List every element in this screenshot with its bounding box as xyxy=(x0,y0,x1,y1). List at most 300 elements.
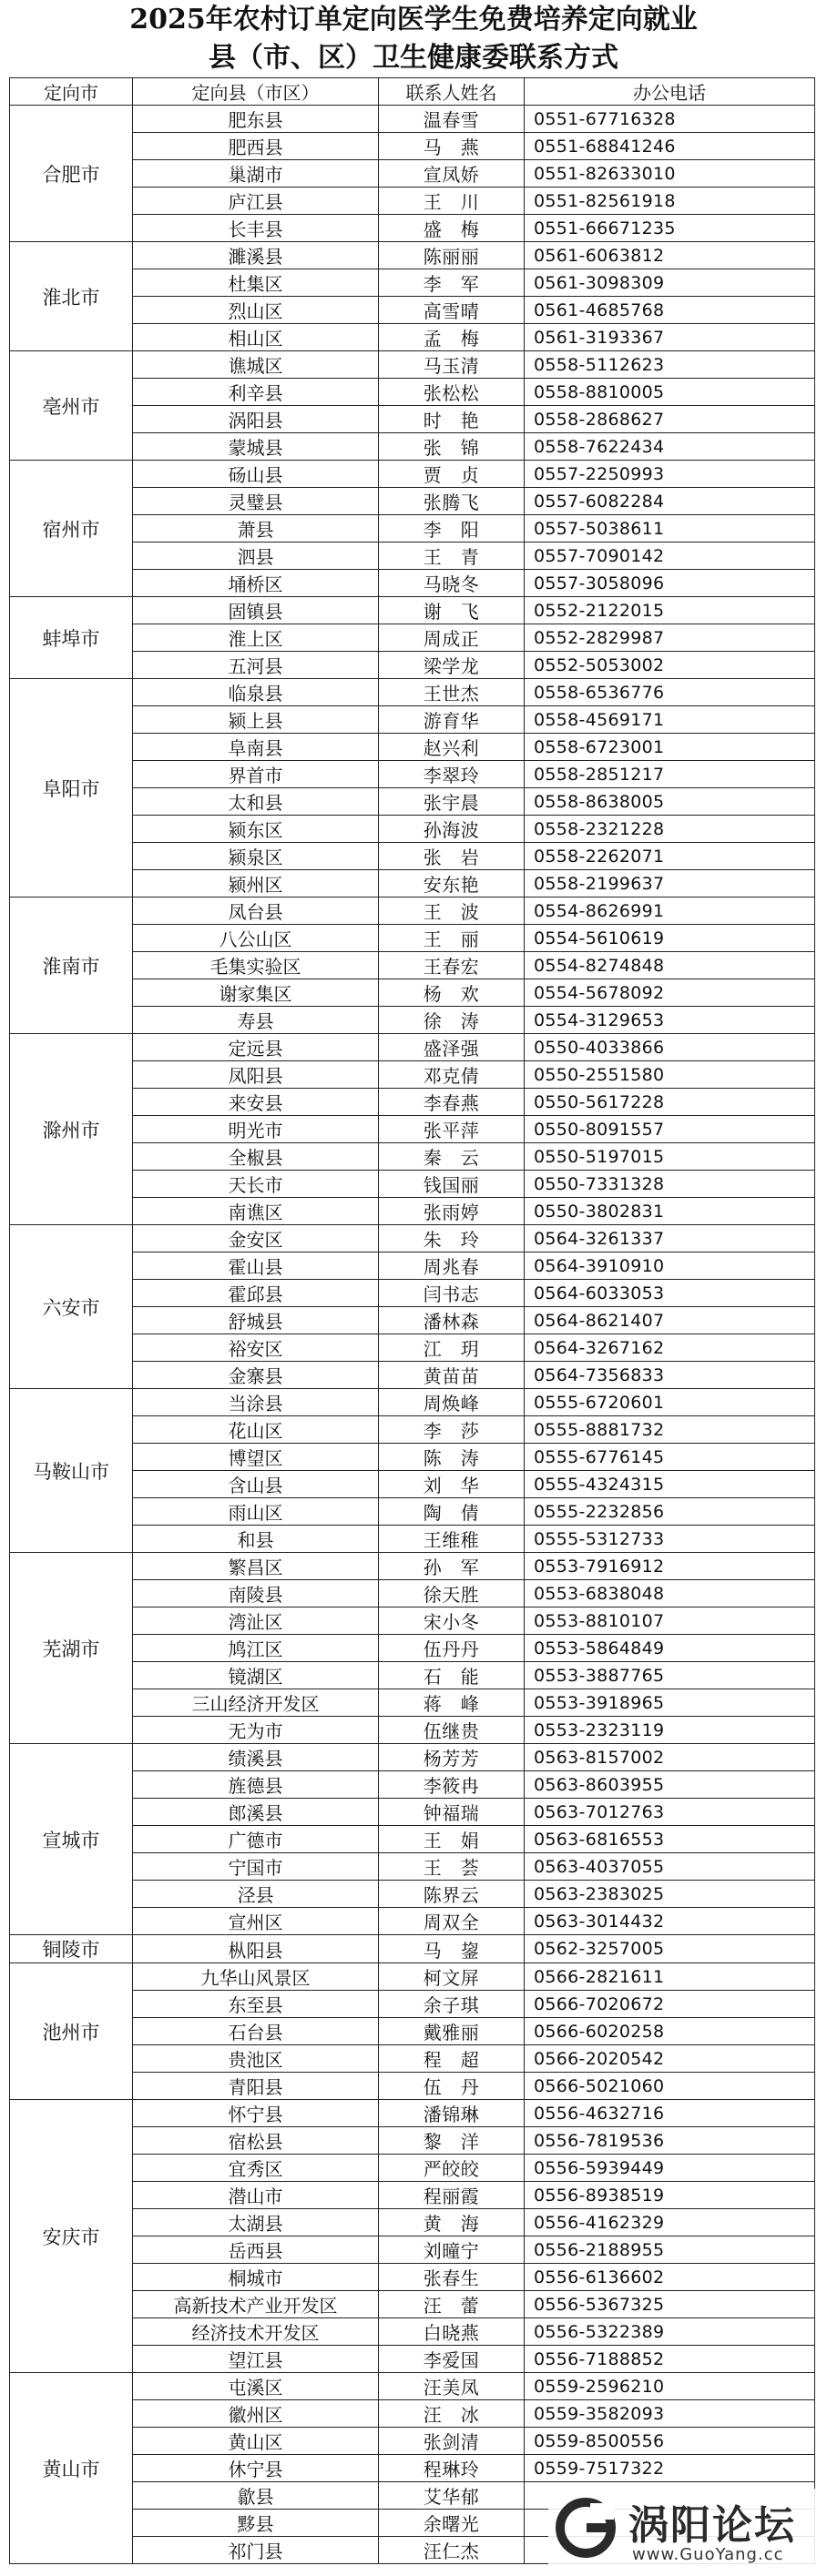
table-row xyxy=(10,1744,815,1771)
city-cell: 淮北市 xyxy=(10,242,133,351)
city-cell: 阜阳市 xyxy=(10,679,133,898)
contact-cell: 陶 倩 xyxy=(379,1498,525,1526)
city-cell: 宿州市 xyxy=(10,461,133,597)
contact-cell: 温春雪 xyxy=(379,106,525,133)
contact-cell: 汪 冰 xyxy=(379,2400,525,2428)
phone-cell: 0563-8603955 xyxy=(525,1771,815,1799)
contact-cell: 周兆春 xyxy=(379,1253,525,1280)
phone-cell: 0559-7517322 xyxy=(525,2455,815,2482)
county-cell: 定远县 xyxy=(133,1034,379,1061)
table-row xyxy=(10,898,815,925)
watermark-title: 涡阳论坛 xyxy=(628,2502,796,2549)
contact-cell: 张 锦 xyxy=(379,433,525,461)
contact-cell: 柯文屏 xyxy=(379,1963,525,1991)
county-cell: 宁国市 xyxy=(133,1853,379,1881)
table-row xyxy=(10,461,815,488)
county-cell: 岳西县 xyxy=(133,2236,379,2264)
phone-cell: 0551-82633010 xyxy=(525,160,815,188)
contact-cell: 杨芳芳 xyxy=(379,1744,525,1771)
county-cell: 太湖县 xyxy=(133,2209,379,2236)
phone-cell: 0556-5322389 xyxy=(525,2318,815,2346)
phone-cell: 0557-2250993 xyxy=(525,461,815,488)
contact-cell: 黄苗苗 xyxy=(379,1362,525,1389)
county-cell: 旌德县 xyxy=(133,1771,379,1799)
contact-cell: 游育华 xyxy=(379,706,525,734)
contact-cell: 石 能 xyxy=(379,1662,525,1689)
city-cell: 淮南市 xyxy=(10,898,133,1034)
contact-cell: 王 波 xyxy=(379,898,525,925)
county-cell: 泗县 xyxy=(133,543,379,570)
phone-cell: 0561-6063812 xyxy=(525,242,815,269)
county-cell: 广德市 xyxy=(133,1826,379,1853)
contact-cell: 刘 华 xyxy=(379,1471,525,1498)
phone-cell: 0555-6720601 xyxy=(525,1389,815,1416)
county-cell: 青阳县 xyxy=(133,2073,379,2100)
county-cell: 明光市 xyxy=(133,1116,379,1143)
county-cell: 潜山市 xyxy=(133,2182,379,2209)
county-cell: 烈山区 xyxy=(133,297,379,324)
city-cell: 铜陵市 xyxy=(10,1935,133,1963)
phone-cell: 0558-8638005 xyxy=(525,788,815,816)
county-cell: 霍山县 xyxy=(133,1253,379,1280)
contact-cell: 王世杰 xyxy=(379,679,525,706)
contact-cell: 徐 涛 xyxy=(379,1007,525,1034)
county-cell: 濉溪县 xyxy=(133,242,379,269)
phone-cell: 0564-8621407 xyxy=(525,1307,815,1334)
table-row xyxy=(10,1935,815,1963)
county-cell: 临泉县 xyxy=(133,679,379,706)
county-cell: 黄山区 xyxy=(133,2428,379,2455)
phone-cell: 0550-4033866 xyxy=(525,1034,815,1061)
contact-cell: 潘锦琳 xyxy=(379,2100,525,2127)
contact-cell: 李 军 xyxy=(379,269,525,297)
table-row xyxy=(10,1389,815,1416)
contact-table xyxy=(9,77,815,2564)
contact-cell: 戴雅丽 xyxy=(379,2018,525,2045)
table-row xyxy=(10,242,815,269)
county-cell: 长丰县 xyxy=(133,215,379,242)
forum-logo-icon xyxy=(554,2496,618,2560)
phone-cell: 0561-3098309 xyxy=(525,269,815,297)
contact-cell: 周成正 xyxy=(379,624,525,652)
contact-cell: 伍继贵 xyxy=(379,1717,525,1744)
phone-cell: 0563-4037055 xyxy=(525,1853,815,1881)
phone-cell: 0553-6838048 xyxy=(525,1580,815,1607)
city-cell: 芜湖市 xyxy=(10,1553,133,1744)
county-cell: 霍邱县 xyxy=(133,1280,379,1307)
phone-cell: 0558-2262071 xyxy=(525,843,815,870)
county-cell: 埇桥区 xyxy=(133,570,379,597)
phone-cell: 0558-2851217 xyxy=(525,761,815,788)
county-cell: 灵璧县 xyxy=(133,488,379,515)
county-cell: 五河县 xyxy=(133,652,379,679)
contact-cell: 黄 海 xyxy=(379,2209,525,2236)
contact-cell: 陈 涛 xyxy=(379,1444,525,1471)
county-cell: 凤阳县 xyxy=(133,1061,379,1089)
county-cell: 砀山县 xyxy=(133,461,379,488)
phone-cell: 0563-8157002 xyxy=(525,1744,815,1771)
table-row xyxy=(10,2100,815,2127)
contact-cell: 艾华郁 xyxy=(379,2482,525,2510)
table-row xyxy=(10,2373,815,2400)
county-cell: 徽州区 xyxy=(133,2400,379,2428)
county-cell: 东至县 xyxy=(133,1991,379,2018)
city-cell: 马鞍山市 xyxy=(10,1389,133,1553)
county-cell: 博望区 xyxy=(133,1444,379,1471)
contact-cell: 陈界云 xyxy=(379,1881,525,1908)
phone-cell: 0557-7090142 xyxy=(525,543,815,570)
contact-cell: 李翠玲 xyxy=(379,761,525,788)
phone-cell: 0564-6033053 xyxy=(525,1280,815,1307)
county-cell: 湾沚区 xyxy=(133,1607,379,1635)
county-cell: 淮上区 xyxy=(133,624,379,652)
phone-cell: 0566-6020258 xyxy=(525,2018,815,2045)
contact-cell: 盛泽强 xyxy=(379,1034,525,1061)
county-cell: 枞阳县 xyxy=(133,1935,379,1963)
phone-cell: 0562-3257005 xyxy=(525,1935,815,1963)
contact-cell: 李爱国 xyxy=(379,2346,525,2373)
county-cell: 鸠江区 xyxy=(133,1635,379,1662)
county-cell: 裕安区 xyxy=(133,1334,379,1362)
phone-cell: 0556-8938519 xyxy=(525,2182,815,2209)
county-cell: 金安区 xyxy=(133,1225,379,1253)
county-cell: 来安县 xyxy=(133,1089,379,1116)
county-cell: 杜集区 xyxy=(133,269,379,297)
contact-cell: 钟福瑞 xyxy=(379,1799,525,1826)
contact-cell: 江 玥 xyxy=(379,1334,525,1362)
city-cell: 蚌埠市 xyxy=(10,597,133,679)
contact-cell: 朱 玲 xyxy=(379,1225,525,1253)
phone-cell: 0552-5053002 xyxy=(525,652,815,679)
city-cell: 宣城市 xyxy=(10,1744,133,1935)
contact-cell: 陈丽丽 xyxy=(379,242,525,269)
phone-cell: 0566-2821611 xyxy=(525,1963,815,1991)
phone-cell: 0559-8500556 xyxy=(525,2428,815,2455)
contact-cell: 程 超 xyxy=(379,2045,525,2073)
city-cell: 六安市 xyxy=(10,1225,133,1389)
phone-cell: 0555-6776145 xyxy=(525,1444,815,1471)
contact-cell: 刘曈宁 xyxy=(379,2236,525,2264)
county-cell: 八公山区 xyxy=(133,925,379,952)
phone-cell: 0550-7331328 xyxy=(525,1171,815,1198)
contact-cell: 伍丹丹 xyxy=(379,1635,525,1662)
county-cell: 界首市 xyxy=(133,761,379,788)
phone-cell: 0558-2321228 xyxy=(525,816,815,843)
contact-cell: 伍 丹 xyxy=(379,2073,525,2100)
contact-cell: 张剑清 xyxy=(379,2428,525,2455)
county-cell: 宿松县 xyxy=(133,2127,379,2155)
phone-cell: 0564-7356833 xyxy=(525,1362,815,1389)
county-cell: 当涂县 xyxy=(133,1389,379,1416)
contact-cell: 王春宏 xyxy=(379,952,525,979)
phone-cell: 0563-2383025 xyxy=(525,1881,815,1908)
phone-cell: 0556-4162329 xyxy=(525,2209,815,2236)
county-cell: 黟县 xyxy=(133,2510,379,2537)
phone-cell: 0563-7012763 xyxy=(525,1799,815,1826)
contact-cell: 杨 欢 xyxy=(379,979,525,1007)
phone-cell: 0558-7622434 xyxy=(525,433,815,461)
contact-cell: 徐天胜 xyxy=(379,1580,525,1607)
phone-cell: 0553-5864849 xyxy=(525,1635,815,1662)
contact-cell: 张雨婷 xyxy=(379,1198,525,1225)
county-cell: 南陵县 xyxy=(133,1580,379,1607)
county-cell: 南谯区 xyxy=(133,1198,379,1225)
phone-cell: 0558-2868627 xyxy=(525,406,815,433)
phone-cell: 0553-7916912 xyxy=(525,1553,815,1580)
county-cell: 郎溪县 xyxy=(133,1799,379,1826)
county-cell: 三山经济开发区 xyxy=(133,1689,379,1717)
phone-cell: 0564-3267162 xyxy=(525,1334,815,1362)
county-cell: 谢家集区 xyxy=(133,979,379,1007)
county-cell: 金寨县 xyxy=(133,1362,379,1389)
phone-cell: 0552-2122015 xyxy=(525,597,815,624)
header-phone: 办公电话 xyxy=(525,78,815,106)
contact-cell: 王 娟 xyxy=(379,1826,525,1853)
phone-cell: 0551-68841246 xyxy=(525,133,815,160)
table-row xyxy=(10,106,815,133)
city-cell: 黄山市 xyxy=(10,2373,133,2564)
contact-cell: 马 鋆 xyxy=(379,1935,525,1963)
county-cell: 无为市 xyxy=(133,1717,379,1744)
county-cell: 寿县 xyxy=(133,1007,379,1034)
contact-cell: 邓克倩 xyxy=(379,1061,525,1089)
contact-cell: 贾 贞 xyxy=(379,461,525,488)
county-cell: 庐江县 xyxy=(133,188,379,215)
county-cell: 阜南县 xyxy=(133,734,379,761)
table-header-row xyxy=(10,78,815,106)
contact-cell: 王 荟 xyxy=(379,1853,525,1881)
contact-cell: 张松松 xyxy=(379,379,525,406)
contact-cell: 周双全 xyxy=(379,1908,525,1935)
watermark-url: www.GuoYang.cc xyxy=(632,2545,784,2564)
county-cell: 宜秀区 xyxy=(133,2155,379,2182)
contact-cell: 宋小冬 xyxy=(379,1607,525,1635)
city-cell: 滁州市 xyxy=(10,1034,133,1225)
county-cell: 雨山区 xyxy=(133,1498,379,1526)
contact-cell: 余曙光 xyxy=(379,2510,525,2537)
phone-cell: 0554-5610619 xyxy=(525,925,815,952)
county-cell: 繁昌区 xyxy=(133,1553,379,1580)
contact-cell: 潘林森 xyxy=(379,1307,525,1334)
county-cell: 高新技术产业开发区 xyxy=(133,2291,379,2318)
county-cell: 含山县 xyxy=(133,1471,379,1498)
phone-cell: 0556-5939449 xyxy=(525,2155,815,2182)
contact-cell: 马晓冬 xyxy=(379,570,525,597)
phone-cell: 0557-6082284 xyxy=(525,488,815,515)
phone-cell: 0550-5617228 xyxy=(525,1089,815,1116)
phone-cell: 0559-3582093 xyxy=(525,2400,815,2428)
table-row xyxy=(10,1963,815,1991)
phone-cell: 0553-3887765 xyxy=(525,1662,815,1689)
phone-cell: 0566-5021060 xyxy=(525,2073,815,2100)
phone-cell: 0553-2323119 xyxy=(525,1717,815,1744)
contact-cell: 李筱冉 xyxy=(379,1771,525,1799)
contact-cell: 梁学龙 xyxy=(379,652,525,679)
contact-cell: 谢 飞 xyxy=(379,597,525,624)
city-cell: 池州市 xyxy=(10,1963,133,2100)
phone-cell: 0559-2596210 xyxy=(525,2373,815,2400)
county-cell: 和县 xyxy=(133,1526,379,1553)
phone-cell: 0554-8626991 xyxy=(525,898,815,925)
county-cell: 祁门县 xyxy=(133,2537,379,2564)
contact-cell: 黎 洋 xyxy=(379,2127,525,2155)
county-cell: 宣州区 xyxy=(133,1908,379,1935)
phone-cell: 0554-3129653 xyxy=(525,1007,815,1034)
contact-cell: 程丽霞 xyxy=(379,2182,525,2209)
phone-cell: 0556-7188852 xyxy=(525,2346,815,2373)
phone-cell: 0558-6723001 xyxy=(525,734,815,761)
phone-cell: 0555-2232856 xyxy=(525,1498,815,1526)
contact-cell: 闫书志 xyxy=(379,1280,525,1307)
county-cell: 歙县 xyxy=(133,2482,379,2510)
header-contact: 联系人姓名 xyxy=(379,78,525,106)
contact-cell: 李 阳 xyxy=(379,515,525,543)
contact-cell: 余子琪 xyxy=(379,1991,525,2018)
table-row xyxy=(10,351,815,379)
contact-cell: 张春生 xyxy=(379,2264,525,2291)
phone-cell: 0552-2829987 xyxy=(525,624,815,652)
city-cell: 合肥市 xyxy=(10,106,133,242)
phone-cell: 0563-3014432 xyxy=(525,1908,815,1935)
phone-cell: 0557-3058096 xyxy=(525,570,815,597)
contact-cell: 盛 梅 xyxy=(379,215,525,242)
contact-cell: 秦 云 xyxy=(379,1143,525,1171)
phone-cell: 0556-7819536 xyxy=(525,2127,815,2155)
contact-cell: 李春燕 xyxy=(379,1089,525,1116)
phone-cell: 0558-2199637 xyxy=(525,870,815,898)
county-cell: 泾县 xyxy=(133,1881,379,1908)
county-cell: 九华山风景区 xyxy=(133,1963,379,1991)
county-cell: 颍东区 xyxy=(133,816,379,843)
phone-cell: 0554-8274848 xyxy=(525,952,815,979)
contact-cell: 张腾飞 xyxy=(379,488,525,515)
phone-cell: 0563-6816553 xyxy=(525,1826,815,1853)
table-row xyxy=(10,1034,815,1061)
county-cell: 屯溪区 xyxy=(133,2373,379,2400)
phone-cell: 0558-5112623 xyxy=(525,351,815,379)
phone-cell: 0550-3802831 xyxy=(525,1198,815,1225)
phone-cell: 0550-5197015 xyxy=(525,1143,815,1171)
contact-cell: 程琳玲 xyxy=(379,2455,525,2482)
county-cell: 桐城市 xyxy=(133,2264,379,2291)
page-title-line-2: 县（市、区）卫生健康委联系方式 xyxy=(209,42,618,74)
county-cell: 相山区 xyxy=(133,324,379,351)
contact-cell: 马 燕 xyxy=(379,133,525,160)
contact-cell: 孙海波 xyxy=(379,816,525,843)
phone-cell: 0556-2188955 xyxy=(525,2236,815,2264)
contact-cell: 钱国丽 xyxy=(379,1171,525,1198)
phone-cell: 0551-66671235 xyxy=(525,215,815,242)
contact-cell: 王 川 xyxy=(379,188,525,215)
county-cell: 谯城区 xyxy=(133,351,379,379)
county-cell: 怀宁县 xyxy=(133,2100,379,2127)
phone-cell: 0557-5038611 xyxy=(525,515,815,543)
county-cell: 颍州区 xyxy=(133,870,379,898)
contact-cell: 张宇晨 xyxy=(379,788,525,816)
contact-cell: 王 丽 xyxy=(379,925,525,952)
county-cell: 毛集实验区 xyxy=(133,952,379,979)
phone-cell: 0561-4685768 xyxy=(525,297,815,324)
county-cell: 利辛县 xyxy=(133,379,379,406)
county-cell: 颍泉区 xyxy=(133,843,379,870)
contact-cell: 严皎皎 xyxy=(379,2155,525,2182)
phone-cell: 0564-3261337 xyxy=(525,1225,815,1253)
contact-cell: 汪 蕾 xyxy=(379,2291,525,2318)
phone-cell: 0564-3910910 xyxy=(525,1253,815,1280)
phone-cell: 0551-82561918 xyxy=(525,188,815,215)
table-row xyxy=(10,1225,815,1253)
contact-cell: 蒋 峰 xyxy=(379,1689,525,1717)
city-cell: 亳州市 xyxy=(10,351,133,461)
county-cell: 固镇县 xyxy=(133,597,379,624)
contact-cell: 王 青 xyxy=(379,543,525,570)
contact-cell: 赵兴利 xyxy=(379,734,525,761)
county-cell: 花山区 xyxy=(133,1416,379,1444)
contact-cell: 李 莎 xyxy=(379,1416,525,1444)
county-cell: 休宁县 xyxy=(133,2455,379,2482)
county-cell: 舒城县 xyxy=(133,1307,379,1334)
contact-cell: 王维稚 xyxy=(379,1526,525,1553)
phone-cell: 0550-8091557 xyxy=(525,1116,815,1143)
phone-cell: 0558-8810005 xyxy=(525,379,815,406)
phone-cell: 0561-3193367 xyxy=(525,324,815,351)
city-cell: 安庆市 xyxy=(10,2100,133,2373)
contact-cell: 汪仁杰 xyxy=(379,2537,525,2564)
phone-cell: 0554-5678092 xyxy=(525,979,815,1007)
county-cell: 涡阳县 xyxy=(133,406,379,433)
phone-cell: 0555-5312733 xyxy=(525,1526,815,1553)
county-cell: 全椒县 xyxy=(133,1143,379,1171)
phone-cell: 0551-67716328 xyxy=(525,106,815,133)
county-cell: 肥西县 xyxy=(133,133,379,160)
county-cell: 凤台县 xyxy=(133,898,379,925)
county-cell: 颍上县 xyxy=(133,706,379,734)
contact-cell: 白晓燕 xyxy=(379,2318,525,2346)
contact-cell: 孟 梅 xyxy=(379,324,525,351)
table-body xyxy=(10,106,815,2564)
phone-cell: 0553-8810107 xyxy=(525,1607,815,1635)
table-row xyxy=(10,597,815,624)
contact-cell: 孙 军 xyxy=(379,1553,525,1580)
contact-cell: 宣凤娇 xyxy=(379,160,525,188)
phone-cell: 0556-5367325 xyxy=(525,2291,815,2318)
contact-cell: 时 艳 xyxy=(379,406,525,433)
page-title-line-1: 2025年农村订单定向医学生免费培养定向就业 xyxy=(129,4,698,35)
phone-cell: 0566-7020672 xyxy=(525,1991,815,2018)
county-cell: 蒙城县 xyxy=(133,433,379,461)
contact-cell: 高雪晴 xyxy=(379,297,525,324)
contact-cell: 马玉清 xyxy=(379,351,525,379)
phone-cell: 0555-4324315 xyxy=(525,1471,815,1498)
phone-cell: 0555-8881732 xyxy=(525,1416,815,1444)
county-cell: 经济技术开发区 xyxy=(133,2318,379,2346)
table-row xyxy=(10,679,815,706)
county-cell: 萧县 xyxy=(133,515,379,543)
phone-cell: 0558-6536776 xyxy=(525,679,815,706)
header-city: 定向市 xyxy=(10,78,133,106)
contact-cell: 安东艳 xyxy=(379,870,525,898)
county-cell: 太和县 xyxy=(133,788,379,816)
county-cell: 贵池区 xyxy=(133,2045,379,2073)
county-cell: 天长市 xyxy=(133,1171,379,1198)
county-cell: 石台县 xyxy=(133,2018,379,2045)
header-county: 定向县（市区） xyxy=(133,78,379,106)
phone-cell: 0550-2551580 xyxy=(525,1061,815,1089)
county-cell: 巢湖市 xyxy=(133,160,379,188)
county-cell: 望江县 xyxy=(133,2346,379,2373)
watermark xyxy=(548,2489,822,2572)
contact-cell: 周焕峰 xyxy=(379,1389,525,1416)
